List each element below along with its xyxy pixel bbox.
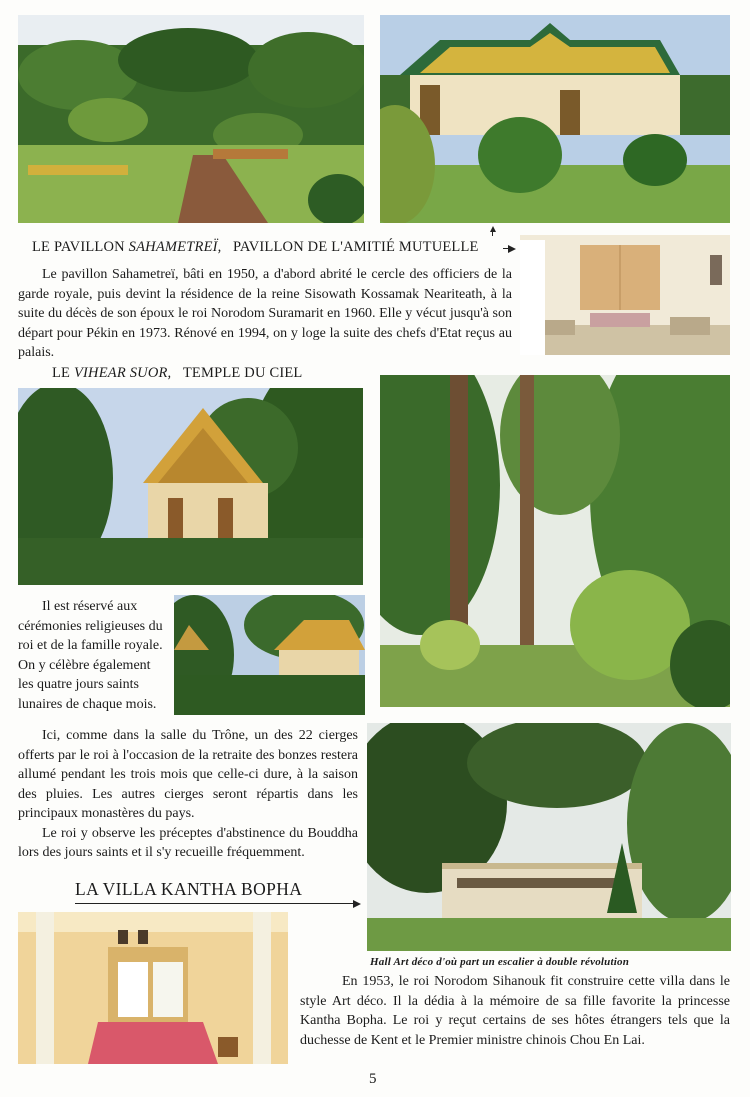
caption-suffix: TEMPLE DU CIEL <box>182 365 303 381</box>
villa-photo-caption: Hall Art déco d'où part un escalier à double révolution <box>370 956 630 968</box>
vihear-suor-caption <box>52 365 302 382</box>
garden-photo <box>18 15 364 223</box>
vihear-suor-paragraph-1 <box>18 597 166 714</box>
vihear-suor-temple-photo <box>18 388 363 585</box>
paragraph-text: Ici, comme dans la salle du Trône, un des 22 cierges offerts par le roi à l'occasion de la retraite des bonzes restera allumé pendant les trois mois que celle-ci dure, à la saison des pluies. Les autres cierges seront répartis dans les principaux monastères du pays. <box>18 728 358 821</box>
caption-name: VIHEAR SUOR, <box>73 365 172 381</box>
paragraph-text: Il est réservé aux cérémonies religieuses du roi et de la famille royale. On y célèbre également les quatre jours saints lunaires de chaque mois. <box>18 599 163 712</box>
paragraph-text: Le pavillon Sahametreï, bâti en 1950, a d'abord abrité le cercle des officiers de la garde royale, puis devint la résidence de la reine Sisowath Kossamak Neariteath, à la suite du décès de son époux le roi Norodom Suramarit en 1960. Elle y vécut jusqu'à son départ pour Pékin en 1973. Rénové en 1994, on y loge la suite des chefs d'Etat reçus au palais. <box>18 267 512 360</box>
art-deco-hall-photo <box>18 912 288 1064</box>
arrow-right-icon <box>353 900 361 908</box>
vihear-suor-side-photo <box>174 595 365 715</box>
sahametrei-paragraph <box>18 265 512 363</box>
villa-title: LA VILLA KANTHA BOPHA <box>75 879 303 899</box>
paragraph-text: En 1953, le roi Norodom Sihanouk fit construire cette villa dans le style Art déco. Il la dédia à la mémoire de sa fille favorite la princesse Kantha Bopha. Le roi y reçut certains de ses hôtes étrangers tels que la duchesse de Kent et le Premier ministre chinois Chou En Lai. <box>300 974 730 1048</box>
villa-kantha-bopha-photo <box>367 723 731 951</box>
vihear-suor-paragraph-2 <box>18 726 358 863</box>
caption-prefix: LE PAVILLON <box>32 239 129 255</box>
arrow-up-stem <box>492 231 493 236</box>
sahametrei-caption <box>32 239 479 256</box>
forest-photo <box>380 375 730 707</box>
page-number: 5 <box>369 1071 377 1087</box>
sahametrei-pavilion-photo <box>380 15 730 223</box>
villa-title-arrow-line <box>75 903 353 904</box>
caption-name: SAHAMETREÏ, <box>128 239 222 255</box>
paragraph-text: Le roi y observe les préceptes d'abstinence du Bouddha lors des jours saints et il s'y recueille fréquemment. <box>18 825 358 860</box>
villa-paragraph <box>300 972 730 1050</box>
caption-suffix: PAVILLON DE L'AMITIÉ MUTUELLE <box>232 239 479 255</box>
sahametrei-interior-photo <box>520 235 730 355</box>
arrow-right-icon <box>508 245 516 253</box>
caption-prefix: LE <box>52 365 74 381</box>
